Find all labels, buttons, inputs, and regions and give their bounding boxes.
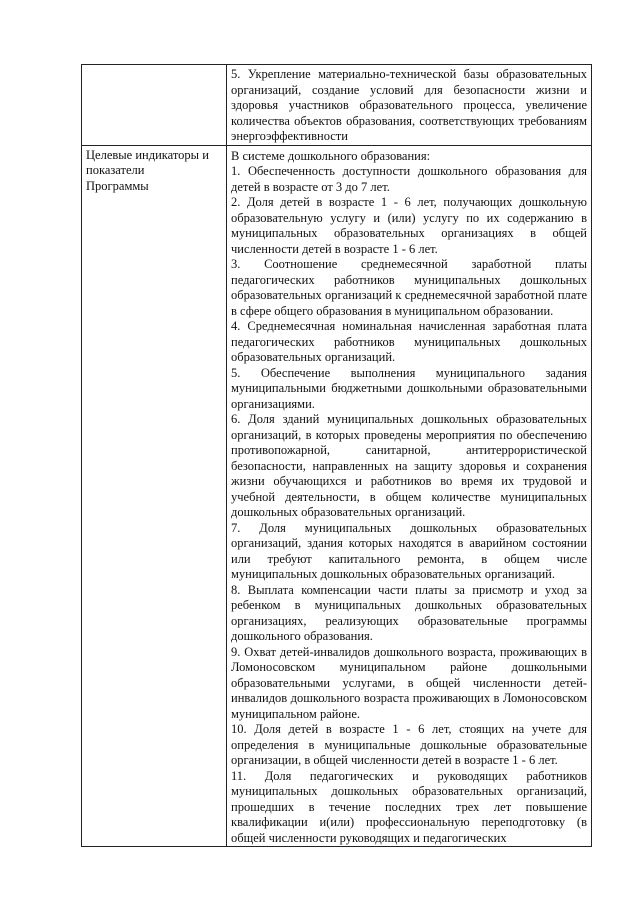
indicator-item: 7. Доля муниципальных дошкольных образовательных организаций, здания которых находятся в аварийном состоянии или требуют капитального ремонта, в общем числе муниципальных дошкольных образовательных организаций. (231, 520, 587, 581)
table-row (82, 65, 592, 146)
indicator-item: 11. Доля педагогических и руководящих работников муниципальных дошкольных образовательных организаций, прошедших в течение последних трех лет повышение квалификации и(или) профессиональную переподготовку (в общей численности руководящих и педагогических (231, 768, 587, 845)
table-row (82, 145, 592, 847)
row-content-cell (227, 65, 592, 146)
indicator-item: 9. Охват детей-инвалидов дошкольного возраста, проживающих в Ломоносовском муниципальном районе дошкольными образовательными услугами, в общей численности детей-инвалидов дошкольного возраста проживающих в Ломоносовском муниципальном районе. (231, 644, 587, 721)
objective-item-5: 5. Укрепление материально-технической базы образовательных организаций, создание условий для безопасности жизни и здоровья участников образовательного процесса, увеличение количества объектов образования, соответствующих требованиям энергоэффективности (231, 67, 587, 143)
indicator-item: 6. Доля зданий муниципальных дошкольных образовательных организаций, в которых проведены мероприятия по обеспечению противопожарной, санитарной, антитеррористической безопасности, направленных на защиту здоровья и сохранения жизни обучающихся и работников во время их трудовой и учебной деятельности, в общем количестве муниципальных дошкольных образовательных организаций. (231, 412, 587, 519)
indicator-item: 1. Обеспеченность доступности дошкольного образования для детей в возрасте от 3 до 7 лет. (231, 164, 587, 194)
indicator-item: 4. Среднемесячная номинальная начисленная заработная плата педагогических работников муниципальных дошкольных образовательных организаций. (231, 319, 587, 364)
indicator-item: 10. Доля детей в возрасте 1 - 6 лет, стоящих на учете для определения в муниципальные дошкольные образовательные организации, в общей численности детей в возрасте 1 - 6 лет. (231, 722, 587, 767)
indicator-item: 2. Доля детей в возрасте 1 - 6 лет, получающих дошкольную образовательную услугу и (или) услугу по их содержанию в муниципальных образовательных организациях в общей численности детей в возрасте 1 - 6 лет. (231, 195, 587, 256)
indicators-label-line-3: Программы (86, 178, 149, 193)
row-content-cell (227, 145, 592, 847)
indicators-intro: В системе дошкольного образования: (231, 148, 431, 163)
indicators-label-line-1: Целевые индикаторы и (86, 147, 209, 162)
row-label-cell (82, 145, 227, 847)
indicator-item: 8. Выплата компенсации части платы за присмотр и уход за ребенком в муниципальных дошкольных образовательных организациях, реализующих образовательные программы дошкольного образования. (231, 582, 587, 643)
indicator-item: 5. Обеспечение выполнения муниципального задания муниципальными бюджетными дошкольными образовательными организациями. (231, 365, 587, 411)
indicator-item: 3. Соотношение среднемесячной заработной платы педагогических работников муниципальных дошкольных образовательных организаций к среднемесячной заработной плате в сфере общего образования в муниципальном образовании. (231, 257, 587, 318)
indicators-label-line-2: показатели (86, 163, 145, 177)
row-label-cell (82, 65, 227, 146)
program-passport-table (81, 64, 592, 847)
